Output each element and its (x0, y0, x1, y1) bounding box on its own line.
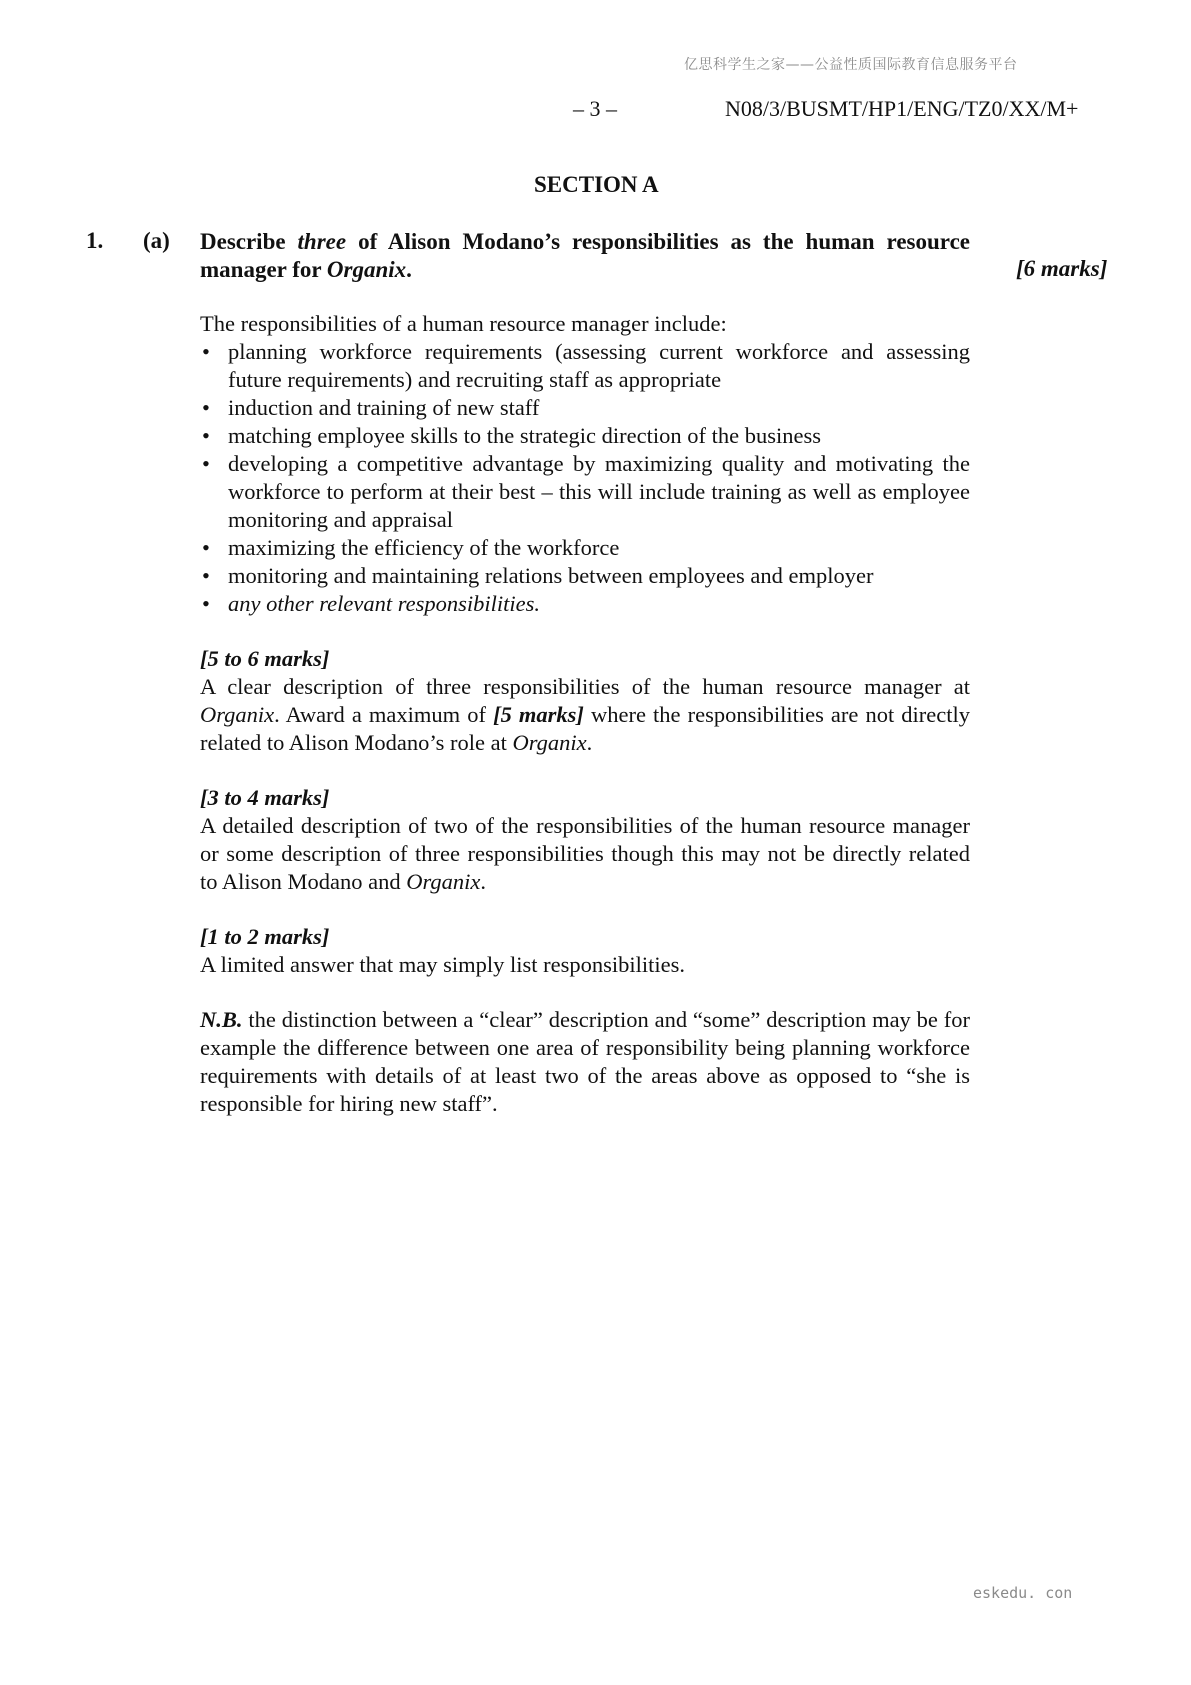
question-marks: [6 marks] (1016, 256, 1108, 281)
bullet-icon: • (202, 339, 210, 364)
band-text-part: Organix (406, 869, 481, 894)
document-code: N08/3/BUSMT/HP1/ENG/TZ0/XX/M+ (725, 96, 1079, 121)
note-label: N.B. (200, 1007, 243, 1032)
band-text-5-6 (200, 673, 970, 757)
band-text-part: A detailed description of two of the responsibilities of the human resource manager or some description of three responsibilities though this may not be directly related to Alison Modano and (200, 813, 970, 894)
note-paragraph (200, 1006, 970, 1118)
section-title: SECTION A (534, 172, 659, 197)
list-item (200, 338, 970, 394)
list-item-text: matching employee skills to the strategic direction of the business (228, 423, 821, 448)
bullet-icon: • (202, 423, 210, 448)
list-item-text: induction and training of new staff (228, 395, 540, 420)
list-item (200, 450, 970, 534)
question-number: 1. (86, 228, 104, 253)
band-text-part: [5 marks] (493, 702, 584, 727)
watermark-bottom: eskedu. con (973, 1584, 1073, 1602)
list-item (200, 562, 970, 590)
list-item (200, 590, 970, 618)
list-item-text: monitoring and maintaining relations between employees and employer (228, 563, 874, 588)
bullet-icon: • (202, 535, 210, 560)
band-text-part: . (480, 869, 487, 894)
question-text-1: Describe (200, 229, 298, 254)
band-heading-1-2: [1 to 2 marks] (200, 924, 330, 949)
intro-text: The responsibilities of a human resource manager include: (200, 311, 727, 336)
band-text-part: . Award a maximum of (274, 702, 494, 727)
band-text-part: A clear description of three responsibilities of the human resource manager at (200, 674, 970, 699)
bullet-icon: • (202, 451, 210, 476)
band-text-3-4 (200, 812, 970, 896)
band-text-part: where the responsibilities are not directly related to Alison Modano’s role at (200, 702, 970, 755)
question-text-5: . (406, 257, 412, 282)
band-heading-3-4: [3 to 4 marks] (200, 785, 330, 810)
list-item (200, 422, 970, 450)
list-item-text: planning workforce requirements (assessing current workforce and assessing future requirements) and recruiting staff as appropriate (228, 339, 970, 392)
band-text-part: Organix (200, 702, 275, 727)
list-item-text: maximizing the efficiency of the workforce (228, 535, 620, 560)
list-item-text: developing a competitive advantage by maximizing quality and motivating the workforce to perform at their best – this will include training as well as employee monitoring and appraisal (228, 451, 970, 532)
list-item-text: any other relevant responsibilities. (228, 591, 541, 616)
responsibility-list (200, 338, 970, 618)
band-text-part: Organix (512, 730, 587, 755)
list-item (200, 394, 970, 422)
question-part: (a) (143, 228, 170, 253)
question-text (200, 228, 970, 284)
watermark-top: 亿思科学生之家——公益性质国际教育信息服务平台 (684, 57, 1018, 73)
question-text-4: Organix (326, 257, 407, 282)
bullet-icon: • (202, 591, 210, 616)
note-text: the distinction between a “clear” description and “some” description may be for example the difference between one area of responsibility being planning workforce requirements with details of at least two of the areas above as opposed to “she is responsible for hiring new staff”. (200, 1007, 970, 1116)
band-text-part: . (586, 730, 593, 755)
markscheme-body (200, 310, 970, 1118)
band-heading-5-6: [5 to 6 marks] (200, 646, 330, 671)
bullet-icon: • (202, 563, 210, 588)
list-item (200, 534, 970, 562)
question-text-3: of Alison Modano’s responsibilities as the human resource manager for (200, 229, 971, 282)
page-number: – 3 – (573, 96, 617, 121)
band-text-1-2: A limited answer that may simply list responsibilities. (200, 952, 685, 977)
bullet-icon: • (202, 395, 210, 420)
question-text-2: three (297, 229, 347, 254)
